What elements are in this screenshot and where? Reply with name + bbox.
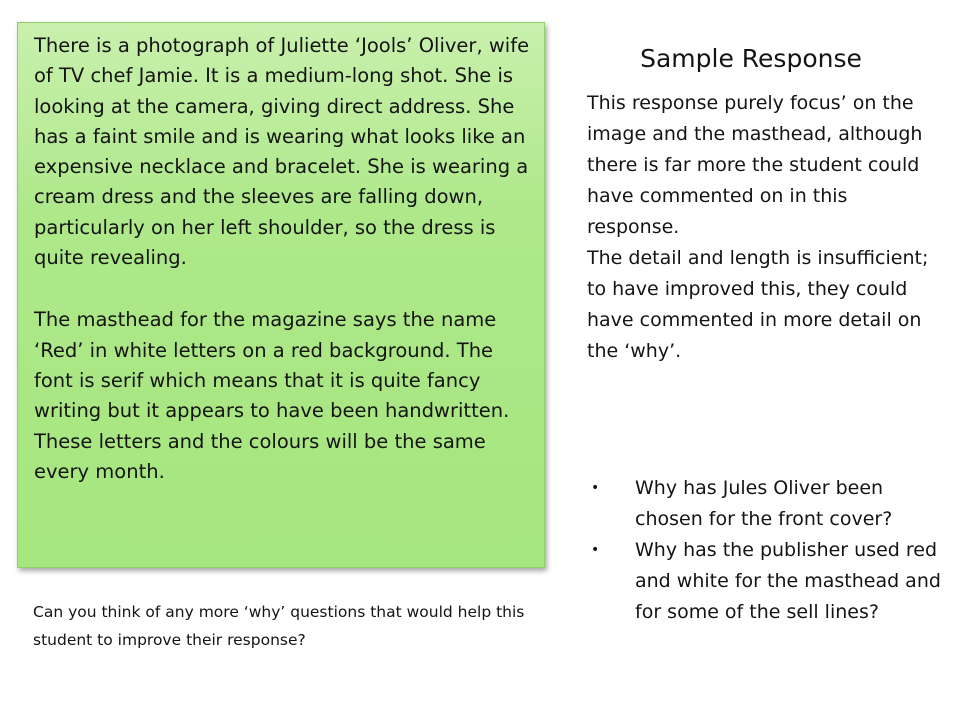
why-questions-list (587, 473, 947, 628)
sample-response-text (587, 88, 937, 367)
response-paragraph-1: This response purely focus’ on the image and the masthead, although there is far more the student could have commented on in this response. (587, 92, 923, 238)
list-item-text: Why has Jules Oliver been chosen for the front cover? (635, 477, 893, 530)
list-item (587, 473, 947, 535)
description-paragraph-1: There is a photograph of Juliette ‘Jools’ Oliver, wife of TV chef Jamie. It is a medium-long shot. She is looking at the camera, giving direct address. She has a faint smile and is wearing what looks like an expensive necklace and bracelet. She is wearing a cream dress and the sleeves are falling down, particularly on her left shoulder, so the dress is quite revealing. (34, 34, 530, 270)
page-title: Sample Response (640, 44, 862, 73)
response-paragraph-2: The detail and length is insufficient; to have improved this, they could have commented in more detail on the ‘why’. (587, 247, 929, 362)
list-item (587, 535, 947, 628)
bullet-icon: • (591, 480, 600, 496)
why-question-prompt: Can you think of any more ‘why’ questions that would help this student to improve their response? (33, 603, 525, 649)
list-item-text: Why has the publisher used red and white for the masthead and for some of the sell lines? (635, 539, 941, 623)
description-paragraph-2: The masthead for the magazine says the name ‘Red’ in white letters on a red background. The font is serif which means that it is quite fancy writing but it appears to have been handwritten. These letters and the colours will be the same every month. (34, 308, 510, 483)
description-box (17, 22, 545, 568)
bullet-icon: • (591, 542, 600, 558)
